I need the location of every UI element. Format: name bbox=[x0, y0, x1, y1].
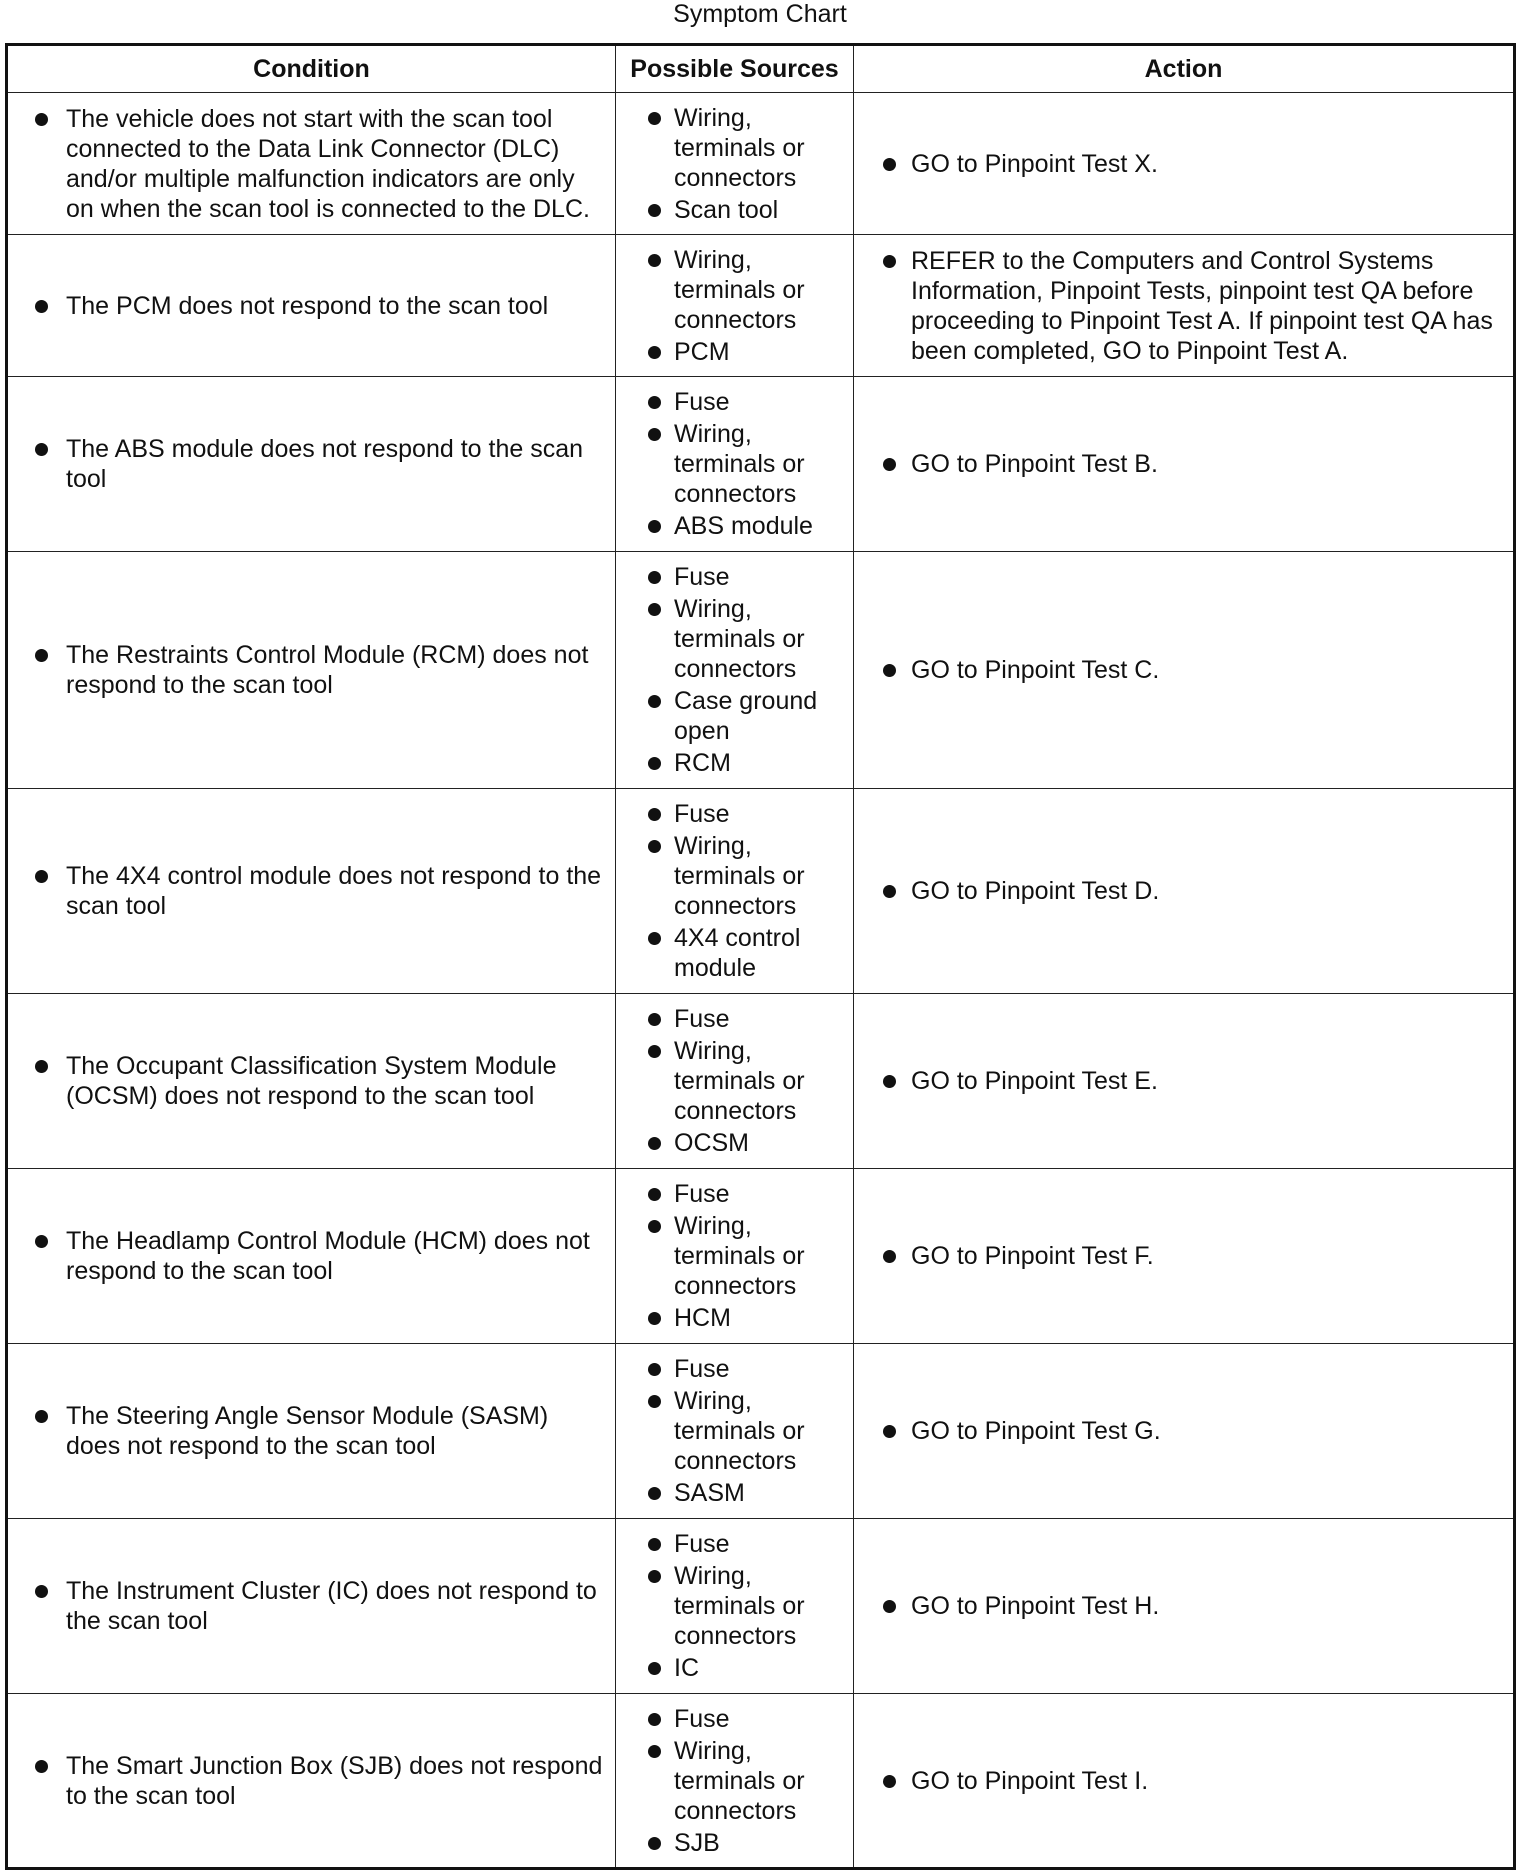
condition-item bbox=[8, 434, 615, 494]
action-cell bbox=[854, 1169, 1515, 1344]
action-item bbox=[854, 1066, 1513, 1096]
possible-sources-cell bbox=[616, 994, 854, 1169]
source-text: Wiring, terminals or connectors bbox=[674, 245, 805, 334]
bullet-icon bbox=[883, 1425, 896, 1438]
bullet-icon bbox=[35, 649, 48, 662]
bullet-icon bbox=[35, 1235, 48, 1248]
source-text: Case ground open bbox=[674, 687, 818, 745]
source-text: Wiring, terminals or connectors bbox=[674, 1736, 805, 1825]
action-cell bbox=[854, 789, 1515, 994]
bullet-icon bbox=[883, 458, 896, 471]
source-text: Fuse bbox=[674, 800, 730, 828]
source-text: Wiring, terminals or connectors bbox=[674, 103, 805, 192]
bullet-icon bbox=[648, 1837, 661, 1850]
action-text: GO to Pinpoint Test H. bbox=[911, 1592, 1160, 1620]
action-text: GO to Pinpoint Test B. bbox=[911, 450, 1158, 478]
source-item bbox=[616, 1211, 853, 1301]
bullet-icon bbox=[648, 204, 661, 217]
table-row bbox=[7, 789, 1515, 994]
action-item bbox=[854, 1241, 1513, 1271]
source-item bbox=[616, 1386, 853, 1476]
table-row bbox=[7, 552, 1515, 789]
page-title: Symptom Chart bbox=[673, 0, 847, 28]
source-item bbox=[616, 1653, 853, 1683]
source-item bbox=[616, 831, 853, 921]
condition-text: The Smart Junction Box (SJB) does not respond to the scan tool bbox=[66, 1751, 603, 1810]
source-item bbox=[616, 1004, 853, 1034]
bullet-icon bbox=[648, 1013, 661, 1026]
condition-cell bbox=[7, 1694, 616, 1869]
source-text: Fuse bbox=[674, 1704, 730, 1733]
source-text: Fuse bbox=[674, 388, 730, 416]
source-item bbox=[616, 103, 853, 193]
bullet-icon bbox=[648, 1745, 661, 1758]
condition-text: The ABS module does not respond to the scan tool bbox=[66, 435, 584, 493]
source-item bbox=[616, 1704, 853, 1734]
possible-sources-cell bbox=[616, 93, 854, 235]
source-item bbox=[616, 419, 853, 509]
action-cell bbox=[854, 235, 1515, 377]
condition-text: The Restraints Control Module (RCM) does not respond to the scan tool bbox=[66, 641, 589, 699]
bullet-icon bbox=[648, 603, 661, 616]
bullet-icon bbox=[648, 757, 661, 770]
source-item bbox=[616, 562, 853, 592]
bullet-icon bbox=[648, 1363, 661, 1376]
source-item bbox=[616, 799, 853, 829]
source-item bbox=[616, 195, 853, 225]
action-text: GO to Pinpoint Test G. bbox=[911, 1417, 1161, 1445]
source-item bbox=[616, 337, 853, 367]
source-item bbox=[616, 1561, 853, 1651]
bullet-icon bbox=[648, 1487, 661, 1500]
table-row bbox=[7, 1694, 1515, 1869]
condition-text: The 4X4 control module does not respond to the scan tool bbox=[66, 862, 602, 920]
source-item bbox=[616, 686, 853, 746]
source-text: SJB bbox=[674, 1828, 720, 1857]
table-row bbox=[7, 235, 1515, 377]
source-item bbox=[616, 748, 853, 778]
condition-cell bbox=[7, 994, 616, 1169]
source-item bbox=[616, 1529, 853, 1559]
bullet-icon bbox=[648, 112, 661, 125]
condition-text: The Instrument Cluster (IC) does not respond to the scan tool bbox=[66, 1577, 597, 1635]
possible-sources-cell bbox=[616, 1694, 854, 1869]
condition-item bbox=[8, 861, 615, 921]
source-item bbox=[616, 245, 853, 335]
header-action: Action bbox=[854, 45, 1515, 93]
action-item bbox=[854, 1416, 1513, 1446]
source-item bbox=[616, 387, 853, 417]
condition-item bbox=[8, 1401, 615, 1461]
action-text: GO to Pinpoint Test F. bbox=[911, 1242, 1154, 1270]
source-text: Wiring, terminals or connectors bbox=[674, 1562, 805, 1650]
bullet-icon bbox=[35, 300, 48, 313]
action-cell bbox=[854, 377, 1515, 552]
condition-item bbox=[8, 1226, 615, 1286]
condition-item bbox=[8, 1751, 615, 1811]
source-text: Fuse bbox=[674, 563, 730, 591]
bullet-icon bbox=[883, 1775, 896, 1788]
action-cell bbox=[854, 93, 1515, 235]
possible-sources-cell bbox=[616, 235, 854, 377]
source-text: 4X4 control module bbox=[674, 924, 801, 982]
table-row bbox=[7, 1344, 1515, 1519]
bullet-icon bbox=[35, 443, 48, 456]
condition-cell bbox=[7, 1519, 616, 1694]
source-text: RCM bbox=[674, 749, 731, 777]
source-text: Fuse bbox=[674, 1005, 730, 1033]
bullet-icon bbox=[648, 520, 661, 533]
source-text: Wiring, terminals or connectors bbox=[674, 1212, 805, 1300]
bullet-icon bbox=[648, 695, 661, 708]
table-row bbox=[7, 377, 1515, 552]
possible-sources-cell bbox=[616, 1519, 854, 1694]
bullet-icon bbox=[35, 1760, 48, 1773]
action-item bbox=[854, 449, 1513, 479]
action-item bbox=[854, 1766, 1513, 1796]
action-text: GO to Pinpoint Test E. bbox=[911, 1067, 1158, 1095]
condition-cell bbox=[7, 552, 616, 789]
bullet-icon bbox=[883, 885, 896, 898]
source-text: Fuse bbox=[674, 1180, 730, 1208]
action-cell bbox=[854, 552, 1515, 789]
action-item bbox=[854, 655, 1513, 685]
table-row bbox=[7, 1169, 1515, 1344]
action-cell bbox=[854, 1519, 1515, 1694]
action-text: GO to Pinpoint Test X. bbox=[911, 149, 1158, 178]
possible-sources-cell bbox=[616, 1169, 854, 1344]
condition-item bbox=[8, 1576, 615, 1636]
symptom-chart-table bbox=[5, 43, 1516, 1870]
source-text: HCM bbox=[674, 1304, 731, 1332]
possible-sources-cell bbox=[616, 1344, 854, 1519]
bullet-icon bbox=[648, 1137, 661, 1150]
source-text: Wiring, terminals or connectors bbox=[674, 832, 805, 920]
bullet-icon bbox=[648, 571, 661, 584]
condition-item bbox=[8, 640, 615, 700]
source-text: Wiring, terminals or connectors bbox=[674, 1037, 805, 1125]
bullet-icon bbox=[648, 1220, 661, 1233]
bullet-icon bbox=[35, 870, 48, 883]
bullet-icon bbox=[648, 396, 661, 409]
source-item bbox=[616, 1828, 853, 1858]
bullet-icon bbox=[35, 113, 48, 126]
source-text: Fuse bbox=[674, 1530, 730, 1558]
source-text: Wiring, terminals or connectors bbox=[674, 420, 805, 508]
source-text: ABS module bbox=[674, 512, 813, 540]
bullet-icon bbox=[883, 255, 896, 268]
bullet-icon bbox=[648, 1662, 661, 1675]
condition-text: The Headlamp Control Module (HCM) does not respond to the scan tool bbox=[66, 1227, 590, 1285]
bullet-icon bbox=[35, 1585, 48, 1598]
bullet-icon bbox=[648, 808, 661, 821]
source-item bbox=[616, 923, 853, 983]
condition-cell bbox=[7, 377, 616, 552]
source-text: PCM bbox=[674, 337, 730, 366]
source-text: SASM bbox=[674, 1479, 745, 1507]
bullet-icon bbox=[648, 346, 661, 359]
action-cell bbox=[854, 994, 1515, 1169]
condition-cell bbox=[7, 1169, 616, 1344]
source-text: Fuse bbox=[674, 1355, 730, 1383]
action-text: GO to Pinpoint Test I. bbox=[911, 1766, 1149, 1795]
bullet-icon bbox=[648, 428, 661, 441]
source-item bbox=[616, 1128, 853, 1158]
source-item bbox=[616, 1478, 853, 1508]
bullet-icon bbox=[648, 1312, 661, 1325]
table-row bbox=[7, 93, 1515, 235]
bullet-icon bbox=[648, 1188, 661, 1201]
condition-cell bbox=[7, 235, 616, 377]
source-text: OCSM bbox=[674, 1129, 749, 1157]
source-item bbox=[616, 1736, 853, 1826]
source-item bbox=[616, 511, 853, 541]
action-item bbox=[854, 1591, 1513, 1621]
source-text: IC bbox=[674, 1654, 699, 1682]
header-possible-sources: Possible Sources bbox=[616, 45, 854, 93]
bullet-icon bbox=[648, 254, 661, 267]
condition-text: The vehicle does not start with the scan tool connected to the Data Link Connector (DLC) and/or multiple malfunction indicators are only on when the scan tool is connected to the DLC. bbox=[66, 104, 590, 223]
table-row bbox=[7, 1519, 1515, 1694]
source-item bbox=[616, 1303, 853, 1333]
bullet-icon bbox=[883, 664, 896, 677]
source-item bbox=[616, 1036, 853, 1126]
header-condition: Condition bbox=[7, 45, 616, 93]
bullet-icon bbox=[648, 1538, 661, 1551]
table-row bbox=[7, 994, 1515, 1169]
source-item bbox=[616, 594, 853, 684]
action-text: GO to Pinpoint Test D. bbox=[911, 877, 1160, 905]
source-text: Wiring, terminals or connectors bbox=[674, 1387, 805, 1475]
condition-text: The Steering Angle Sensor Module (SASM) does not respond to the scan tool bbox=[66, 1402, 549, 1460]
condition-cell bbox=[7, 1344, 616, 1519]
bullet-icon bbox=[648, 932, 661, 945]
condition-text: The Occupant Classification System Module (OCSM) does not respond to the scan tool bbox=[66, 1052, 557, 1110]
bullet-icon bbox=[648, 1045, 661, 1058]
bullet-icon bbox=[35, 1060, 48, 1073]
source-item bbox=[616, 1179, 853, 1209]
condition-text: The PCM does not respond to the scan tool bbox=[66, 291, 549, 320]
action-item bbox=[854, 246, 1513, 366]
table-body bbox=[7, 93, 1515, 1869]
action-text: REFER to the Computers and Control Systems Information, Pinpoint Tests, pinpoint test QA before proceeding to Pinpoint Test A. If pinpoint test QA has been completed, GO to Pinpoint Test A. bbox=[911, 246, 1493, 365]
bullet-icon bbox=[883, 1250, 896, 1263]
bullet-icon bbox=[883, 158, 896, 171]
action-cell bbox=[854, 1694, 1515, 1869]
action-item bbox=[854, 876, 1513, 906]
action-text: GO to Pinpoint Test C. bbox=[911, 656, 1160, 684]
bullet-icon bbox=[648, 840, 661, 853]
condition-cell bbox=[7, 789, 616, 994]
header-row bbox=[7, 45, 1515, 93]
condition-cell bbox=[7, 93, 616, 235]
bullet-icon bbox=[883, 1600, 896, 1613]
bullet-icon bbox=[35, 1410, 48, 1423]
bullet-icon bbox=[648, 1570, 661, 1583]
condition-item bbox=[8, 104, 615, 224]
action-item bbox=[854, 149, 1513, 179]
bullet-icon bbox=[883, 1075, 896, 1088]
possible-sources-cell bbox=[616, 377, 854, 552]
action-cell bbox=[854, 1344, 1515, 1519]
bullet-icon bbox=[648, 1713, 661, 1726]
possible-sources-cell bbox=[616, 552, 854, 789]
source-text: Wiring, terminals or connectors bbox=[674, 595, 805, 683]
condition-item bbox=[8, 291, 615, 321]
possible-sources-cell bbox=[616, 789, 854, 994]
source-text: Scan tool bbox=[674, 195, 779, 224]
condition-item bbox=[8, 1051, 615, 1111]
source-item bbox=[616, 1354, 853, 1384]
bullet-icon bbox=[648, 1395, 661, 1408]
